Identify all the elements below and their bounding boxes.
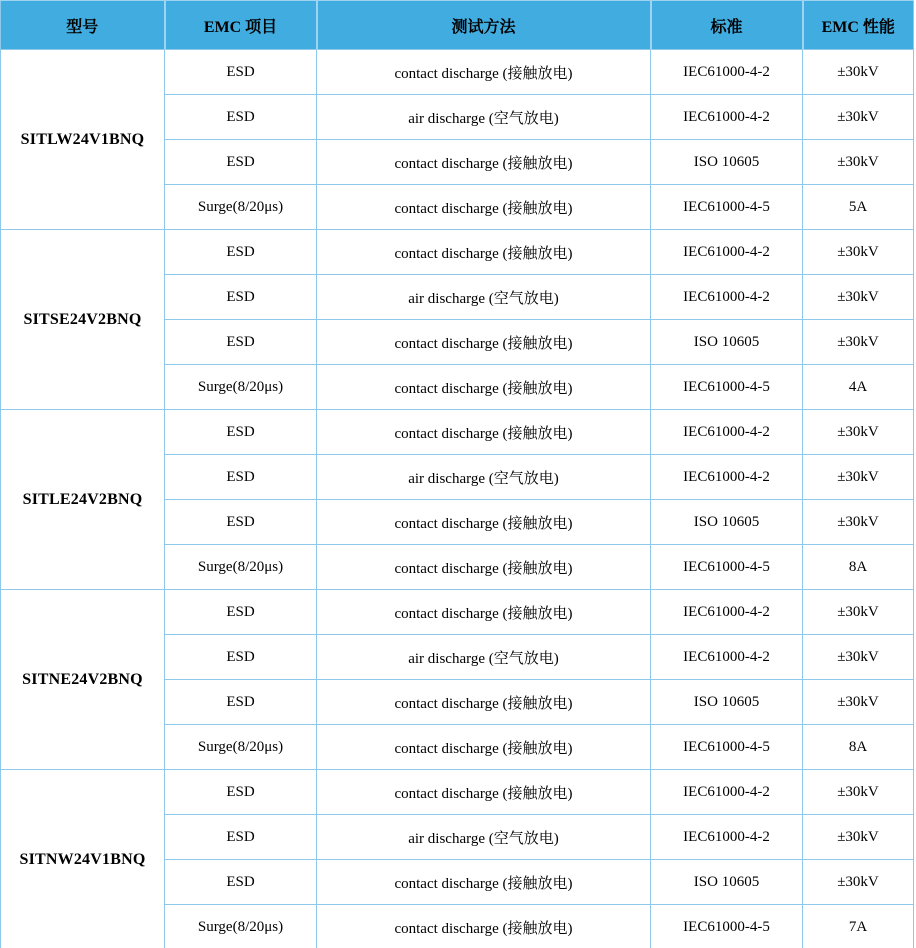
- test-method-cell: contact discharge (接触放电): [317, 770, 651, 815]
- emc-item-cell: ESD: [165, 590, 317, 635]
- emc-item-cell: ESD: [165, 635, 317, 680]
- performance-cell: 7A: [803, 905, 914, 948]
- performance-cell: ±30kV: [803, 590, 914, 635]
- performance-cell: 8A: [803, 545, 914, 590]
- standard-cell: IEC61000-4-5: [651, 905, 803, 948]
- test-method-cell: contact discharge (接触放电): [317, 905, 651, 948]
- emc-item-cell: Surge(8/20μs): [165, 185, 317, 230]
- performance-cell: ±30kV: [803, 140, 914, 185]
- emc-item-cell: ESD: [165, 455, 317, 500]
- standard-cell: IEC61000-4-2: [651, 95, 803, 140]
- standard-cell: IEC61000-4-2: [651, 50, 803, 95]
- performance-cell: ±30kV: [803, 680, 914, 725]
- test-method-cell: air discharge (空气放电): [317, 455, 651, 500]
- test-method-cell: contact discharge (接触放电): [317, 185, 651, 230]
- test-method-cell: contact discharge (接触放电): [317, 230, 651, 275]
- emc-item-cell: Surge(8/20μs): [165, 725, 317, 770]
- test-method-cell: air discharge (空气放电): [317, 95, 651, 140]
- header-row: [1, 1, 914, 50]
- performance-cell: 8A: [803, 725, 914, 770]
- performance-cell: ±30kV: [803, 770, 914, 815]
- test-method-cell: contact discharge (接触放电): [317, 320, 651, 365]
- column-header-standard: 标准: [651, 1, 803, 50]
- test-method-cell: contact discharge (接触放电): [317, 590, 651, 635]
- standard-cell: IEC61000-4-2: [651, 275, 803, 320]
- standard-cell: IEC61000-4-5: [651, 545, 803, 590]
- emc-item-cell: ESD: [165, 95, 317, 140]
- performance-cell: ±30kV: [803, 320, 914, 365]
- test-method-cell: contact discharge (接触放电): [317, 860, 651, 905]
- table-row: [1, 50, 914, 95]
- emc-table-body: [1, 50, 914, 948]
- test-method-cell: air discharge (空气放电): [317, 815, 651, 860]
- standard-cell: IEC61000-4-2: [651, 770, 803, 815]
- emc-item-cell: ESD: [165, 860, 317, 905]
- emc-item-cell: ESD: [165, 50, 317, 95]
- model-cell: SITLE24V2BNQ: [1, 410, 165, 590]
- test-method-cell: air discharge (空气放电): [317, 635, 651, 680]
- performance-cell: ±30kV: [803, 635, 914, 680]
- standard-cell: IEC61000-4-2: [651, 410, 803, 455]
- standard-cell: ISO 10605: [651, 860, 803, 905]
- standard-cell: ISO 10605: [651, 320, 803, 365]
- emc-table-header: [1, 1, 914, 50]
- table-row: [1, 770, 914, 815]
- standard-cell: ISO 10605: [651, 140, 803, 185]
- test-method-cell: contact discharge (接触放电): [317, 410, 651, 455]
- performance-cell: ±30kV: [803, 815, 914, 860]
- emc-item-cell: Surge(8/20μs): [165, 905, 317, 948]
- column-header-emc-performance: EMC 性能: [803, 1, 914, 50]
- test-method-cell: contact discharge (接触放电): [317, 50, 651, 95]
- model-cell: SITSE24V2BNQ: [1, 230, 165, 410]
- emc-item-cell: ESD: [165, 815, 317, 860]
- emc-item-cell: ESD: [165, 140, 317, 185]
- test-method-cell: contact discharge (接触放电): [317, 140, 651, 185]
- standard-cell: IEC61000-4-2: [651, 635, 803, 680]
- performance-cell: ±30kV: [803, 500, 914, 545]
- emc-item-cell: ESD: [165, 275, 317, 320]
- table-row: [1, 410, 914, 455]
- standard-cell: IEC61000-4-5: [651, 365, 803, 410]
- model-cell: SITNW24V1BNQ: [1, 770, 165, 948]
- performance-cell: ±30kV: [803, 50, 914, 95]
- emc-item-cell: ESD: [165, 500, 317, 545]
- performance-cell: ±30kV: [803, 230, 914, 275]
- performance-cell: ±30kV: [803, 275, 914, 320]
- performance-cell: ±30kV: [803, 455, 914, 500]
- test-method-cell: contact discharge (接触放电): [317, 500, 651, 545]
- standard-cell: ISO 10605: [651, 680, 803, 725]
- standard-cell: IEC61000-4-2: [651, 590, 803, 635]
- table-row: [1, 590, 914, 635]
- model-cell: SITLW24V1BNQ: [1, 50, 165, 230]
- standard-cell: IEC61000-4-2: [651, 815, 803, 860]
- emc-item-cell: ESD: [165, 230, 317, 275]
- performance-cell: ±30kV: [803, 410, 914, 455]
- test-method-cell: contact discharge (接触放电): [317, 545, 651, 590]
- standard-cell: ISO 10605: [651, 500, 803, 545]
- test-method-cell: contact discharge (接触放电): [317, 680, 651, 725]
- performance-cell: ±30kV: [803, 95, 914, 140]
- performance-cell: 4A: [803, 365, 914, 410]
- column-header-test-method: 测试方法: [317, 1, 651, 50]
- test-method-cell: air discharge (空气放电): [317, 275, 651, 320]
- standard-cell: IEC61000-4-2: [651, 230, 803, 275]
- emc-item-cell: ESD: [165, 320, 317, 365]
- emc-item-cell: ESD: [165, 770, 317, 815]
- emc-item-cell: ESD: [165, 680, 317, 725]
- emc-item-cell: Surge(8/20μs): [165, 365, 317, 410]
- column-header-emc-item: EMC 项目: [165, 1, 317, 50]
- performance-cell: ±30kV: [803, 860, 914, 905]
- standard-cell: IEC61000-4-5: [651, 185, 803, 230]
- standard-cell: IEC61000-4-2: [651, 455, 803, 500]
- emc-item-cell: ESD: [165, 410, 317, 455]
- table-row: [1, 230, 914, 275]
- standard-cell: IEC61000-4-5: [651, 725, 803, 770]
- test-method-cell: contact discharge (接触放电): [317, 365, 651, 410]
- performance-cell: 5A: [803, 185, 914, 230]
- test-method-cell: contact discharge (接触放电): [317, 725, 651, 770]
- emc-item-cell: Surge(8/20μs): [165, 545, 317, 590]
- column-header-model: 型号: [1, 1, 165, 50]
- model-cell: SITNE24V2BNQ: [1, 590, 165, 770]
